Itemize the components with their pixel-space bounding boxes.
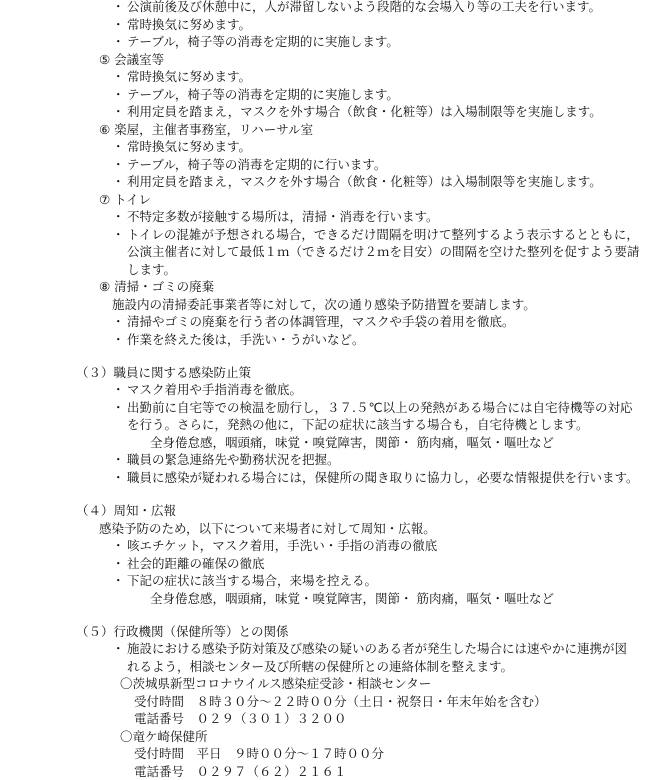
bullet: ・ — [112, 573, 125, 588]
list-item-continuation: します。 — [127, 261, 177, 277]
list-item: 咳エチケット，マスク着用，手洗い・手指の消毒の徹底 — [127, 538, 438, 553]
list-item: 職員の緊急連絡先や勤務状況を把握。 — [127, 452, 340, 468]
list-item: 施設における感染予防対策及び感染の疑いのある者が発生した場合には速やかに連携が図 — [127, 641, 628, 657]
bullet: ・ — [112, 69, 125, 84]
list-item: テーブル，椅子等の消毒を定期的に実施します。 — [127, 34, 399, 49]
list-item: 作業を終えた後は，手洗い・うがいなど。 — [127, 331, 365, 347]
list-item: 下記の症状に該当する場合，来場を控える。 — [127, 573, 378, 588]
list-item: 清掃やゴミの廃棄を行う者の体調管理，マスクや手袋の着用を徹底。 — [127, 314, 515, 329]
bullet: ・ — [112, 16, 125, 32]
contact-hours: 受付時間 平日 ９時００分～１７時００分 — [134, 746, 385, 762]
contact-phone: 電話番号 ０２９（３０１）３２００ — [134, 711, 347, 727]
list-item: 常時換気に努めます。 — [127, 139, 252, 154]
bullet: ・ — [112, 104, 125, 119]
list-item: マスク着用や手指消毒を徹底。 — [127, 382, 303, 398]
bullet: ・ — [112, 174, 125, 189]
bullet: ・ — [112, 139, 125, 154]
list-item: 常時換気に努めます。 — [127, 69, 252, 84]
section-heading: ⑦ トイレ — [99, 191, 152, 207]
bullet: ・ — [112, 555, 125, 571]
list-item: 公演前後及び休憩中に，人が滞留しないよう段階的な会場入り等の工夫を行います。 — [127, 0, 602, 14]
bullet: ・ — [112, 209, 125, 224]
symptom-list: 全身倦怠感，咽頭痛，味覚・嗅覚障害，関節・ 筋肉痛，嘔気・嘔吐など — [150, 590, 554, 606]
section-heading: （５）行政機関（保健所等）との関係 — [76, 623, 289, 639]
contact-name: 〇茨城県新型コロナウイルス感染症受診・相談センター — [120, 676, 432, 692]
section-heading: ⑥ 楽屋，主催者事務室，リハーサル室 — [99, 121, 314, 137]
list-item-continuation: 公演主催者に対して最低１ｍ（できるだけ２ｍを目安）の間隔を空けた整列を促すよう要請 — [127, 244, 640, 259]
list-item: 出勤前に自宅等での検温を励行し，３７.５℃以上の発熱がある場合には自宅待機等の対応 — [127, 399, 633, 415]
bullet: ・ — [112, 0, 125, 14]
list-item: 利用定員を踏まえ，マスクを外す場合（飲食・化粧等）は入場制限等を実施します。 — [127, 174, 602, 189]
bullet: ・ — [112, 452, 125, 468]
bullet: ・ — [112, 641, 125, 657]
list-item: トイレの混雑が予想される場合，できるだけ間隔を明けて整列するよう表示するとともに， — [127, 226, 639, 242]
list-item: テーブル，椅子等の消毒を定期的に実施します。 — [127, 86, 399, 102]
bullet: ・ — [112, 331, 125, 347]
list-item: テーブル，椅子等の消毒を定期的に行います。 — [127, 156, 387, 172]
bullet: ・ — [112, 314, 125, 329]
contact-hours: 受付時間 ８時３０分～２２時００分（土日・祝祭日・年末年始を含む） — [134, 693, 547, 709]
list-item-continuation: れるよう，相談センター及び所轄の保健所との連絡体制を整えます。 — [127, 658, 514, 674]
bullet: ・ — [112, 226, 125, 242]
list-item: 常時換気に努めます。 — [127, 16, 252, 32]
section-heading: ⑤ 会議室等 — [99, 51, 165, 67]
contact-phone: 電話番号 ０２９７（６２）２１６１ — [134, 763, 347, 779]
list-item: 利用定員を踏まえ，マスクを外す場合（飲食・化粧等）は入場制限等を実施します。 — [127, 104, 602, 119]
paragraph: 感染予防のため，以下について来場者に対して周知・広報。 — [99, 520, 436, 536]
paragraph: 施設内の清掃委託事業者等に対して，次の通り感染予防措置を要請します。 — [112, 296, 536, 312]
list-item: 不特定多数が接触する場所は，清掃・消毒を行います。 — [127, 209, 439, 224]
list-item: 社会的距離の確保の徹底 — [127, 555, 265, 571]
section-heading: ⑧ 清掃・ゴミの廃棄 — [99, 279, 215, 294]
bullet: ・ — [112, 86, 125, 102]
section-heading: （４）周知・広報 — [76, 503, 177, 518]
bullet: ・ — [112, 538, 125, 553]
contact-name: 〇竜ケ崎保健所 — [120, 728, 208, 744]
bullet: ・ — [112, 399, 125, 415]
section-heading: （３）職員に関する感染防止策 — [76, 364, 252, 380]
bullet: ・ — [112, 156, 125, 172]
bullet: ・ — [112, 34, 125, 49]
list-item-continuation: を行う。さらに，発熱の他に，下記の症状に該当する場合も，自宅待機とします。 — [127, 417, 589, 433]
symptom-list: 全身倦怠感，咽頭痛，味覚・嗅覚障害，関節・ 筋肉痛，嘔気・嘔吐など — [150, 434, 554, 450]
bullet: ・ — [112, 469, 125, 485]
bullet: ・ — [112, 382, 125, 398]
list-item: 職員に感染が疑われる場合には，保健所の聞き取りに協力し，必要な情報提供を行います。 — [127, 469, 639, 485]
